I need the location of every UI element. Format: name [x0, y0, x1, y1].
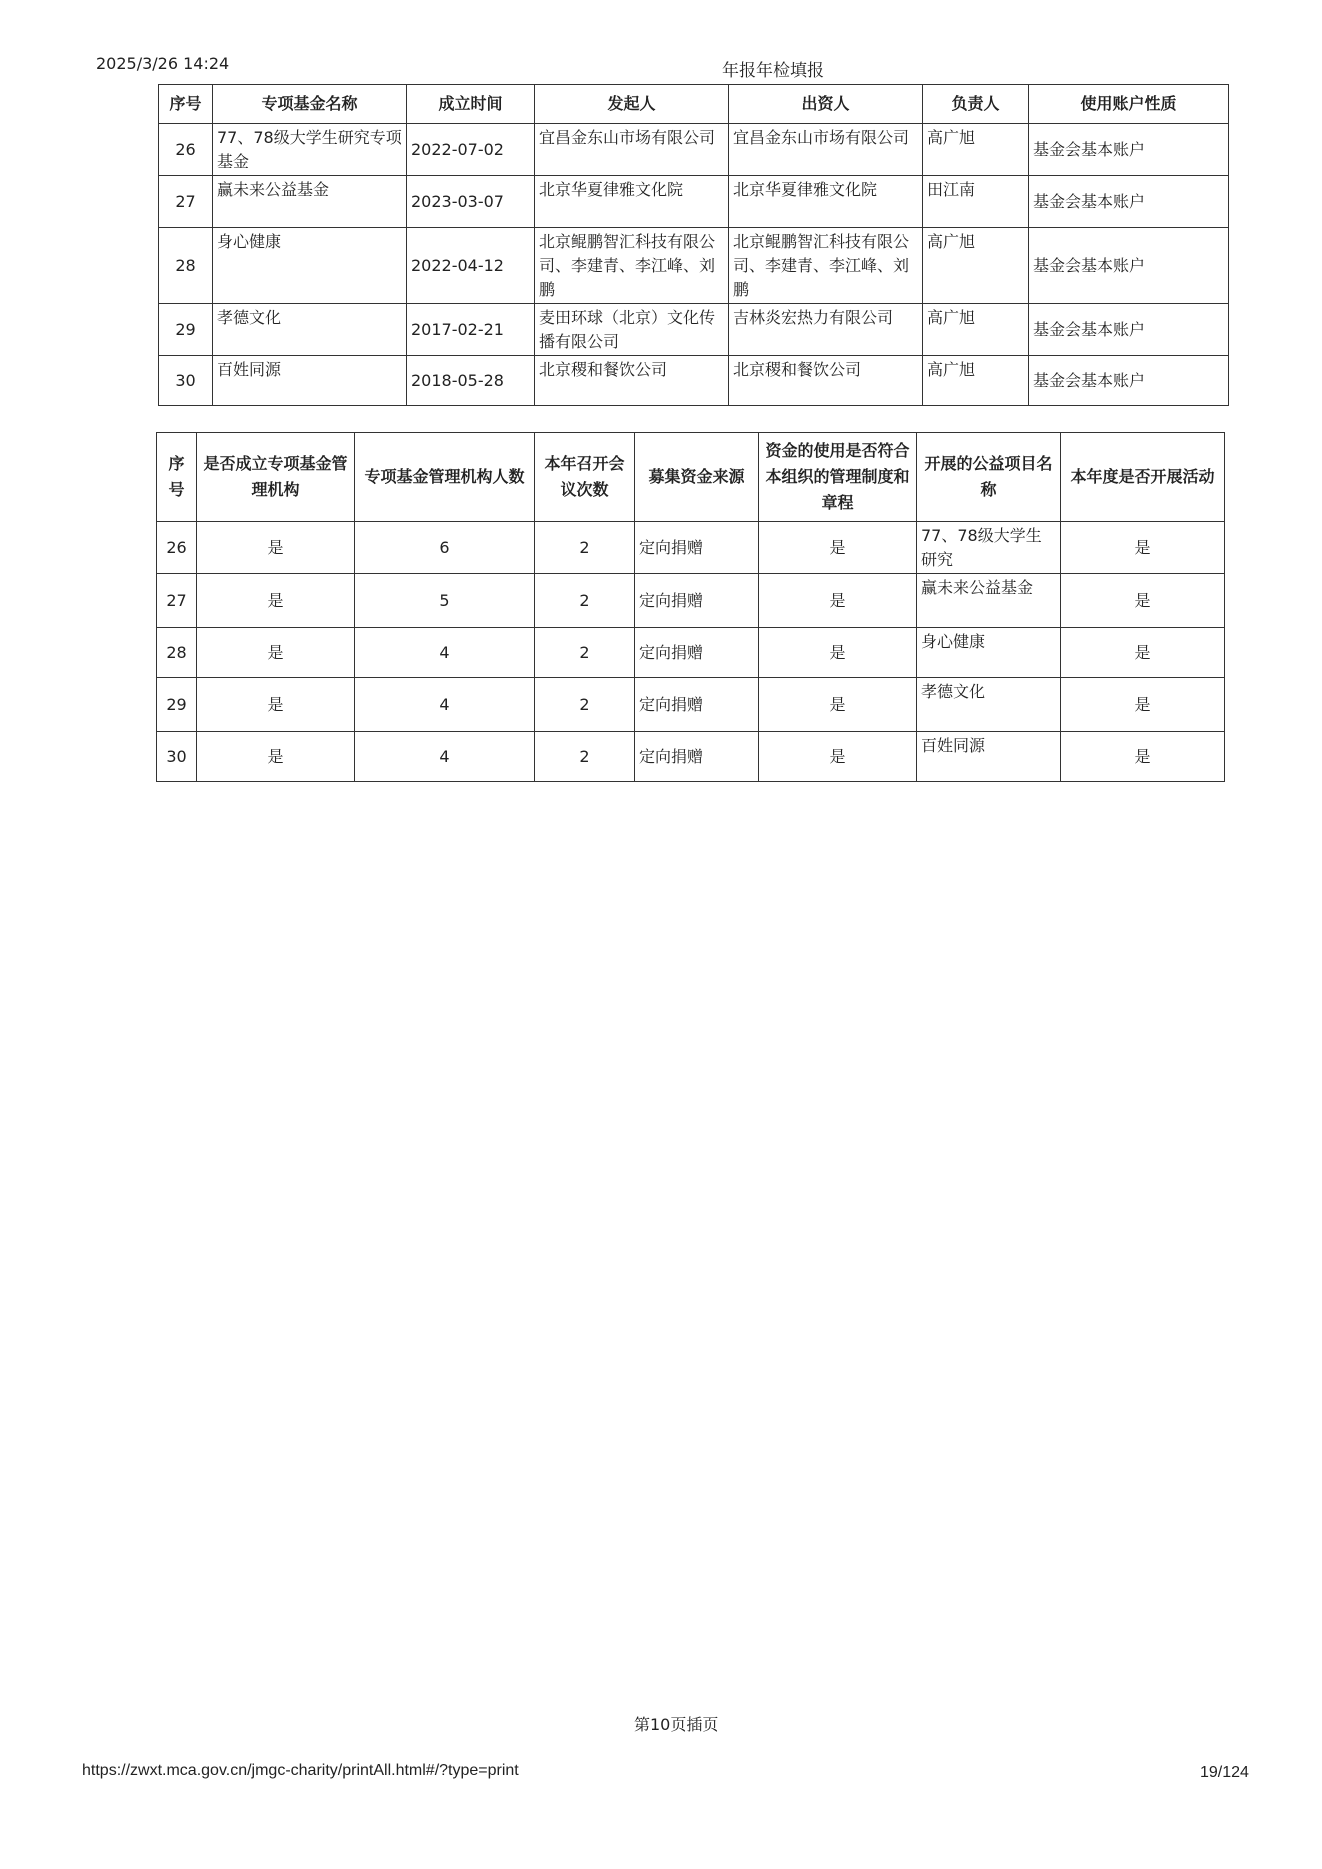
cell-agency-size: 6 [355, 522, 535, 574]
cell-fund-name: 百姓同源 [213, 356, 407, 406]
col-header: 发起人 [535, 85, 729, 124]
cell-fund-source: 定向捐赠 [635, 574, 759, 628]
cell-meetings: 2 [535, 574, 635, 628]
cell-agency-size: 5 [355, 574, 535, 628]
cell-compliance: 是 [759, 522, 917, 574]
cell-fund-name: 77、78级大学生研究专项基金 [213, 124, 407, 176]
cell-project-name: 百姓同源 [917, 732, 1061, 782]
table-header-row [157, 433, 1225, 522]
cell-date: 2017-02-21 [407, 304, 535, 356]
cell-index: 27 [157, 574, 197, 628]
col-header: 开展的公益项目名称 [917, 433, 1061, 522]
cell-owner: 田江南 [923, 176, 1029, 228]
cell-account-type: 基金会基本账户 [1029, 304, 1229, 356]
cell-funder: 吉林炎宏热力有限公司 [729, 304, 923, 356]
cell-active: 是 [1061, 628, 1225, 678]
table-row [159, 228, 1229, 304]
col-header: 负责人 [923, 85, 1029, 124]
cell-index: 27 [159, 176, 213, 228]
col-header: 专项基金名称 [213, 85, 407, 124]
cell-compliance: 是 [759, 574, 917, 628]
cell-has-agency: 是 [197, 522, 355, 574]
cell-project-name: 77、78级大学生研究 [917, 522, 1061, 574]
cell-fund-source: 定向捐赠 [635, 732, 759, 782]
cell-date: 2022-04-12 [407, 228, 535, 304]
cell-compliance: 是 [759, 732, 917, 782]
cell-index: 26 [159, 124, 213, 176]
cell-fund-name: 孝德文化 [213, 304, 407, 356]
cell-date: 2022-07-02 [407, 124, 535, 176]
cell-date: 2018-05-28 [407, 356, 535, 406]
col-header: 成立时间 [407, 85, 535, 124]
col-header: 本年召开会议次数 [535, 433, 635, 522]
cell-owner: 高广旭 [923, 124, 1029, 176]
table-row [159, 304, 1229, 356]
cell-initiator: 北京稷和餐饮公司 [535, 356, 729, 406]
print-date: 2025/3/26 14:24 [96, 54, 230, 73]
fund-info-table [158, 84, 1229, 406]
cell-funder: 北京稷和餐饮公司 [729, 356, 923, 406]
cell-account-type: 基金会基本账户 [1029, 356, 1229, 406]
cell-meetings: 2 [535, 732, 635, 782]
cell-account-type: 基金会基本账户 [1029, 176, 1229, 228]
page-title: 年报年检填报 [722, 61, 824, 81]
cell-has-agency: 是 [197, 628, 355, 678]
cell-agency-size: 4 [355, 732, 535, 782]
cell-index: 29 [157, 678, 197, 732]
table-row [157, 732, 1225, 782]
cell-project-name: 孝德文化 [917, 678, 1061, 732]
cell-date: 2023-03-07 [407, 176, 535, 228]
cell-funder: 北京华夏律雅文化院 [729, 176, 923, 228]
cell-index: 30 [159, 356, 213, 406]
cell-index: 30 [157, 732, 197, 782]
cell-owner: 高广旭 [923, 228, 1029, 304]
col-header: 募集资金来源 [635, 433, 759, 522]
cell-fund-source: 定向捐赠 [635, 678, 759, 732]
cell-fund-name: 身心健康 [213, 228, 407, 304]
cell-fund-source: 定向捐赠 [635, 522, 759, 574]
col-header: 是否成立专项基金管理机构 [197, 433, 355, 522]
fund-management-table [156, 432, 1225, 782]
col-header: 使用账户性质 [1029, 85, 1229, 124]
cell-active: 是 [1061, 522, 1225, 574]
cell-compliance: 是 [759, 628, 917, 678]
cell-index: 29 [159, 304, 213, 356]
cell-agency-size: 4 [355, 678, 535, 732]
col-header: 本年度是否开展活动 [1061, 433, 1225, 522]
cell-has-agency: 是 [197, 732, 355, 782]
col-header: 专项基金管理机构人数 [355, 433, 535, 522]
cell-initiator: 北京华夏律雅文化院 [535, 176, 729, 228]
col-header: 序号 [157, 433, 197, 522]
cell-owner: 高广旭 [923, 304, 1029, 356]
cell-initiator: 麦田环球（北京）文化传播有限公司 [535, 304, 729, 356]
table-row [159, 356, 1229, 406]
cell-owner: 高广旭 [923, 356, 1029, 406]
cell-fund-source: 定向捐赠 [635, 628, 759, 678]
page-url: https://zwxt.mca.gov.cn/jmgc-charity/printAll.html#/?type=print [82, 1762, 519, 1779]
cell-funder: 宜昌金东山市场有限公司 [729, 124, 923, 176]
cell-index: 28 [159, 228, 213, 304]
cell-meetings: 2 [535, 628, 635, 678]
cell-active: 是 [1061, 732, 1225, 782]
col-header: 资金的使用是否符合本组织的管理制度和章程 [759, 433, 917, 522]
cell-funder: 北京鲲鹏智汇科技有限公司、李建青、李江峰、刘鹏 [729, 228, 923, 304]
cell-initiator: 宜昌金东山市场有限公司 [535, 124, 729, 176]
table-row [157, 678, 1225, 732]
cell-index: 28 [157, 628, 197, 678]
col-header: 序号 [159, 85, 213, 124]
cell-index: 26 [157, 522, 197, 574]
cell-compliance: 是 [759, 678, 917, 732]
cell-initiator: 北京鲲鹏智汇科技有限公司、李建青、李江峰、刘鹏 [535, 228, 729, 304]
insert-page-note: 第10页插页 [634, 1715, 719, 1734]
cell-has-agency: 是 [197, 678, 355, 732]
table-header-row [159, 85, 1229, 124]
cell-agency-size: 4 [355, 628, 535, 678]
col-header: 出资人 [729, 85, 923, 124]
cell-account-type: 基金会基本账户 [1029, 228, 1229, 304]
cell-active: 是 [1061, 574, 1225, 628]
cell-meetings: 2 [535, 522, 635, 574]
page-number: 19/124 [1200, 1764, 1249, 1781]
table-row [157, 574, 1225, 628]
table-row [159, 176, 1229, 228]
cell-account-type: 基金会基本账户 [1029, 124, 1229, 176]
cell-meetings: 2 [535, 678, 635, 732]
table-row [159, 124, 1229, 176]
cell-active: 是 [1061, 678, 1225, 732]
cell-fund-name: 赢未来公益基金 [213, 176, 407, 228]
cell-has-agency: 是 [197, 574, 355, 628]
table-row [157, 628, 1225, 678]
cell-project-name: 身心健康 [917, 628, 1061, 678]
cell-project-name: 赢未来公益基金 [917, 574, 1061, 628]
table-row [157, 522, 1225, 574]
